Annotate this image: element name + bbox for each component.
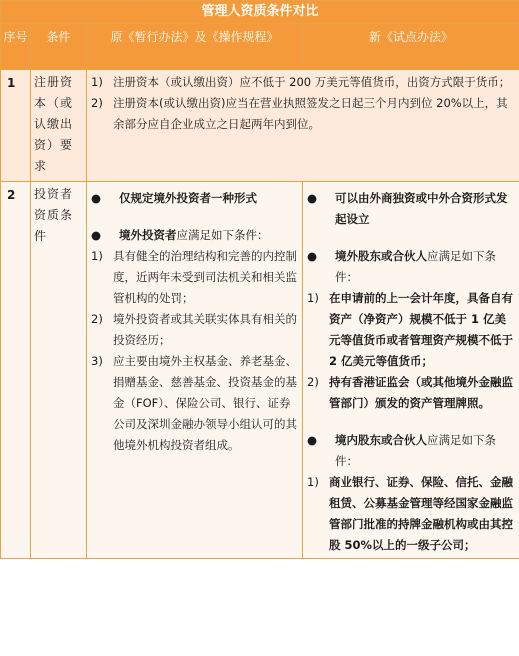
- old-rules-cell: [87, 182, 303, 559]
- list-item: 1) 注册资本（或认缴出资）应不低于 200 万美元等值货币，出资方式限于货币；: [91, 75, 511, 89]
- list-item: 3) 应主要由境外主权基金、养老基金、捐赠基金、慈善基金、投资基金的基金（FOF）、保险公司、银行、证券公司及深圳金融办领导小组认可的其他境外机构投资者组成。: [91, 354, 297, 452]
- list-item: 2) 境外投资者或其关联实体具有相关的投资经历；: [91, 312, 297, 347]
- bullet-item: ● 仅规定境外投资者一种形式: [91, 191, 257, 205]
- table-title: 管理人资质条件对比: [1, 1, 519, 24]
- header-new-rules: 新《试点办法》: [303, 24, 519, 70]
- row1-content: [87, 70, 519, 182]
- row-condition: 注册资本（或认缴出资）要求: [31, 70, 87, 182]
- bullet-item: ● 境外投资者应满足如下条件：: [91, 228, 269, 242]
- bullet-item: ● 境外股东或合伙人应满足如下条件：: [307, 249, 496, 284]
- bullet-item: ● 可以由外商独资或中外合资形式发起设立: [307, 191, 508, 226]
- list-item: 1) 商业银行、证券、保险、信托、金融租赁、公募基金管理等经国家金融监管部门批准的持牌金融机构或由其控股 50%以上的一级子公司；: [307, 475, 513, 552]
- list-item: 1) 在申请前的上一会计年度，具备自有资产（净资产）规模不低于 1 亿美元等值货币或者管理资产规模不低于 2 亿美元等值货币；: [307, 291, 513, 368]
- bullet-item: ● 境内股东或合伙人应满足如下条件：: [307, 433, 496, 468]
- list-item: 1) 具有健全的治理结构和完善的内控制度，近两年未受到司法机关和相关监管机构的处罚；: [91, 249, 297, 305]
- list-item: 2) 持有香港证监会（或其他境外金融监管部门）颁发的资产管理牌照。: [307, 375, 513, 410]
- list-item: 2) 注册资本(或认缴出资)应当在营业执照签发之日起三个月内到位 20%以上，其余部分应自企业成立之日起两年内到位。: [91, 96, 508, 131]
- row-number: 1: [1, 70, 31, 182]
- row-number: 2: [1, 182, 31, 559]
- row-condition: 投资者资质条件: [31, 182, 87, 559]
- header-condition: 条件: [31, 24, 87, 70]
- header-old-rules: 原《暂行办法》及《操作规程》: [87, 24, 303, 70]
- new-rules-cell: [303, 182, 519, 559]
- header-num: 序号: [1, 24, 31, 70]
